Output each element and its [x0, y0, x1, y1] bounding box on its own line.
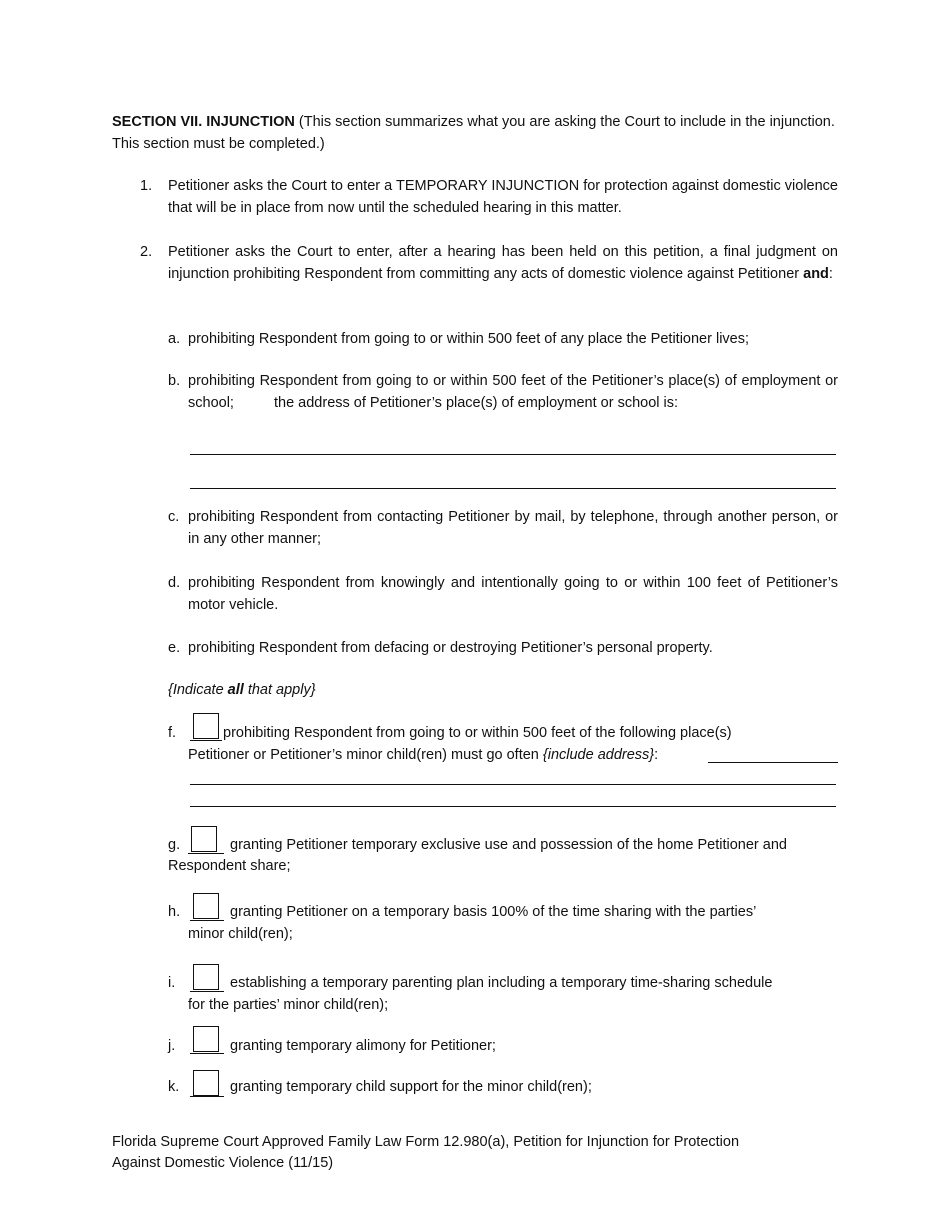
item-2-body: Petitioner asks the Court to enter, after a hearing has been held on this petition, a final judgment on injunction prohibiting Respondent from committing any acts of domestic violence against Petitioner: [168, 244, 838, 282]
section-title: SECTION VII. INJUNCTION: [112, 114, 295, 130]
option-i-checkbox[interactable]: [193, 964, 219, 990]
option-f-line2: [188, 744, 708, 766]
option-i-text: establishing a temporary parenting plan including a temporary time-sharing schedule: [230, 975, 773, 991]
sub-a-label: a.: [168, 331, 181, 347]
option-g-checkbox-underline: [188, 853, 224, 854]
option-f-include-address: {include address}: [542, 747, 655, 763]
option-j-checkbox-underline: [190, 1053, 224, 1054]
option-h-label: h.: [168, 904, 181, 920]
sub-b-text: [188, 370, 838, 414]
sub-a-text: prohibiting Respondent from going to or within 500 feet of any place the Petitioner lives;: [188, 331, 750, 347]
item-2-number: 2.: [140, 244, 153, 260]
option-g-line2: Respondent share;: [168, 858, 291, 874]
option-k-label: k.: [168, 1079, 180, 1095]
option-g-checkbox[interactable]: [191, 826, 217, 852]
option-f-address-line-1[interactable]: [190, 784, 836, 785]
option-f-colon: :: [654, 747, 659, 763]
option-f-checkbox[interactable]: [193, 713, 219, 739]
indicate-all: all: [227, 682, 244, 698]
option-k-checkbox[interactable]: [193, 1070, 219, 1096]
footer-line-2: Against Domestic Violence (11/15): [112, 1155, 334, 1171]
option-h-checkbox-underline: [190, 920, 224, 921]
sub-b-address-prompt: the address of Petitioner’s place(s) of employment or school is:: [273, 395, 679, 411]
option-f-address-line-2[interactable]: [190, 806, 836, 807]
item-2-and: and: [803, 266, 829, 282]
sub-c-label: c.: [168, 509, 180, 525]
option-h-text: granting Petitioner on a temporary basis 100% of the time sharing with the parties’: [230, 904, 757, 920]
option-k-text: granting temporary child support for the minor child(ren);: [230, 1079, 592, 1095]
sub-c-text: prohibiting Respondent from contacting Petitioner by mail, by telephone, through another person, or in any other manner;: [188, 509, 838, 547]
sub-b-body: prohibiting Respondent from going to or within 500 feet of the Petitioner’s place(s) of employment or school;: [188, 373, 838, 411]
item-1-text: Petitioner asks the Court to enter a TEMPORARY INJUNCTION for protection against domestic violence that will be in place from now until the scheduled hearing in this matter.: [168, 178, 838, 216]
footer-line-1: Florida Supreme Court Approved Family Law Form 12.980(a), Petition for Injunction for Protection: [112, 1134, 740, 1150]
option-f-checkbox-underline: [190, 740, 222, 741]
option-h-line2: minor child(ren);: [188, 926, 293, 942]
sub-e-text: prohibiting Respondent from defacing or destroying Petitioner’s personal property.: [188, 640, 713, 656]
section-heading: [112, 111, 842, 155]
option-f-label: f.: [168, 725, 177, 741]
item-1-number: 1.: [140, 178, 153, 194]
option-f-text: prohibiting Respondent from going to or within 500 feet of the following place(s): [223, 725, 732, 741]
option-g-label: g.: [168, 837, 181, 853]
address-line-2[interactable]: [190, 488, 836, 489]
option-i-checkbox-underline: [190, 991, 224, 992]
sub-e-label: e.: [168, 640, 181, 656]
section-intro: (This section summarizes what you are asking the Court to include in the injunction. This section must be completed.): [112, 114, 835, 152]
item-2-text: [168, 241, 838, 285]
sub-d-text: prohibiting Respondent from knowingly and intentionally going to or within 100 feet of Petitioner’s motor vehicle.: [188, 575, 838, 613]
option-k-checkbox-underline: [190, 1096, 224, 1097]
option-i-label: i.: [168, 975, 176, 991]
item-2-colon: :: [828, 266, 833, 282]
address-line-1[interactable]: [190, 454, 836, 455]
option-j-label: j.: [168, 1038, 176, 1054]
option-f-line2-text: Petitioner or Petitioner’s minor child(ren) must go often: [188, 747, 543, 763]
option-h-checkbox[interactable]: [193, 893, 219, 919]
indicate-instruction: [168, 679, 316, 701]
option-j-text: granting temporary alimony for Petitioner;: [230, 1038, 496, 1054]
option-f-address-line-inline[interactable]: [708, 762, 838, 763]
option-j-checkbox[interactable]: [193, 1026, 219, 1052]
sub-b-label: b.: [168, 373, 181, 389]
option-g-text: granting Petitioner temporary exclusive use and possession of the home Petitioner and: [230, 837, 787, 853]
indicate-post: that apply}: [243, 682, 316, 698]
indicate-pre: {Indicate: [168, 682, 228, 698]
option-i-line2: for the parties’ minor child(ren);: [188, 997, 389, 1013]
sub-d-label: d.: [168, 575, 181, 591]
